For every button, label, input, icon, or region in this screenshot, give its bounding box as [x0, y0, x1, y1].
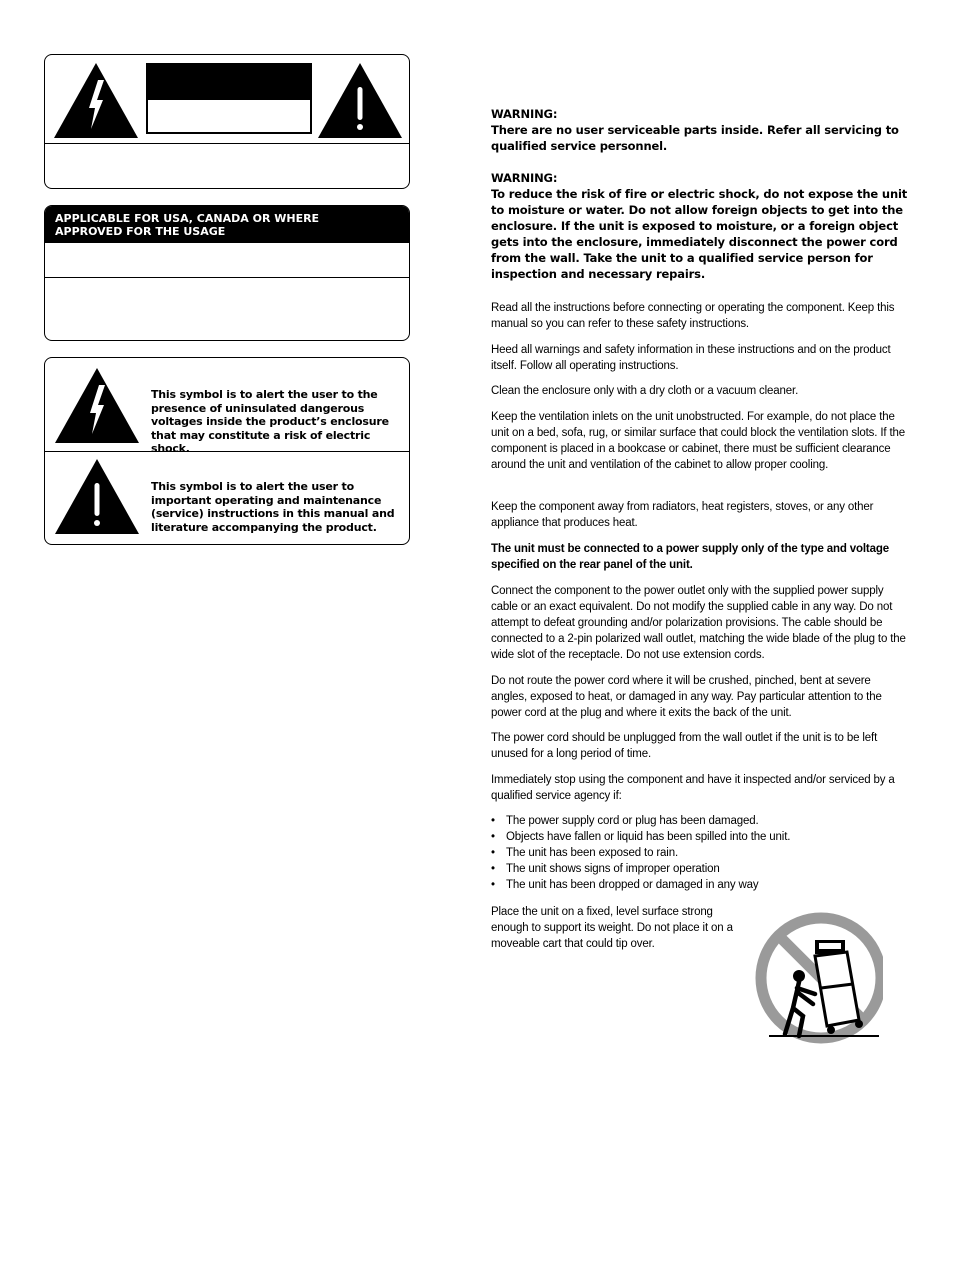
exclamation-triangle-icon: [55, 459, 139, 534]
symbol-divider: [45, 451, 409, 452]
list-item: • The unit shows signs of improper operation: [491, 861, 909, 877]
warning-title: WARNING:: [491, 171, 558, 185]
paragraph-route-cord: Do not route the power cord where it will be crushed, pinched, bent at severe angles, exposed to heat, or damaged in any way. Pay particular attention to the power cord at the plug and where it exits the back of the unit.: [491, 675, 882, 719]
lightning-triangle-icon: [55, 368, 139, 443]
symbol-legend-box: [44, 357, 410, 545]
caution-label-band: [148, 65, 310, 100]
paragraph-cart-warning: Place the unit on a fixed, level surface strong enough to support its weight. Do not place it on a moveable cart that could tip over.: [491, 906, 733, 950]
paragraph-stop-using: Immediately stop using the component and have it inspected and/or serviced by a qualified service agency if:: [491, 774, 895, 802]
exclamation-symbol-description: This symbol is to alert the user to important operating and maintenance (service) instructions in this manual and literature accompanying the product.: [151, 480, 395, 534]
paragraph-heed-warnings: Heed all warnings and safety information in these instructions and on the product itself. Follow all operating instructions.: [491, 344, 891, 372]
list-item: • The unit has been exposed to rain.: [491, 845, 909, 861]
paragraph-read-instructions: Read all the instructions before connecting or operating the component. Keep this manual so you can refer to these safety instructions.: [491, 302, 895, 330]
usa-header-line2: APPROVED FOR THE USAGE: [55, 225, 226, 238]
warning-moisture: [491, 170, 911, 282]
usa-box-divider: [45, 277, 409, 278]
paragraph-ventilation: Keep the ventilation inlets on the unit unobstructed. For example, do not place the unit on a bed, sofa, rug, or similar surface that could block the ventilation slots. If the component is placed in a bookcase or cabinet, there must be sufficient clearance around the unit and ventilation of the cabinet to allow proper cooling.: [491, 411, 905, 471]
paragraph-clean-enclosure: Clean the enclosure only with a dry cloth or a vacuum cleaner.: [491, 385, 799, 397]
list-item: • The unit has been dropped or damaged in any way: [491, 877, 909, 893]
exclamation-triangle-icon: [318, 63, 402, 138]
list-item: • Objects have fallen or liquid has been spilled into the unit.: [491, 829, 909, 845]
warning-body: To reduce the risk of fire or electric shock, do not expose the unit to moisture or water. Do not allow foreign objects to get into the enclosure. If the unit is exposed to moisture, or a foreign object gets into the enclosure, immediately disconnect the power cord from the wall. Take the unit to a qualified service person for inspection and necessary repairs.: [491, 187, 908, 281]
paragraph-heat-sources: Keep the component away from radiators, heat registers, stoves, or any other appliance that produces heat.: [491, 501, 874, 529]
caution-divider: [45, 143, 409, 144]
warning-service: [491, 106, 911, 154]
usa-approval-header: [45, 206, 409, 243]
service-conditions-list: [491, 813, 909, 893]
warning-body: There are no user serviceable parts inside. Refer all servicing to qualified service personnel.: [491, 123, 899, 153]
lightning-triangle-icon: [54, 63, 138, 138]
list-item: • The power supply cord or plug has been damaged.: [491, 813, 909, 829]
paragraph-power-cable: Connect the component to the power outlet only with the supplied power supply cable or an exact equivalent. Do not modify the supplied cable in any way. Do not attempt to defeat grounding and/or polarization provisions. The cable should be connected to a 2-pin polarized wall outlet, matching the wide blade of the plug to the wide slot of the receptacle. Do not use extension cords.: [491, 585, 906, 661]
paragraph-unplug: The power cord should be unplugged from the wall outlet if the unit is to be left unused for a long period of time.: [491, 732, 878, 760]
lightning-symbol-description: This symbol is to alert the user to the presence of uninsulated dangerous voltages inside the product’s enclosure that may constitute a risk of electric shock.: [151, 388, 389, 455]
caution-symbol-row: [45, 55, 409, 144]
caution-box: [44, 54, 410, 189]
usa-approval-box: [44, 205, 410, 341]
warning-title: WARNING:: [491, 107, 558, 121]
paragraph-power-supply: The unit must be connected to a power supply only of the type and voltage specified on the rear panel of the unit.: [491, 543, 889, 571]
usa-header-line1: APPLICABLE FOR USA, CANADA OR WHERE: [55, 212, 320, 225]
no-cart-icon: [755, 912, 883, 1048]
caution-label-panel: [146, 63, 312, 134]
